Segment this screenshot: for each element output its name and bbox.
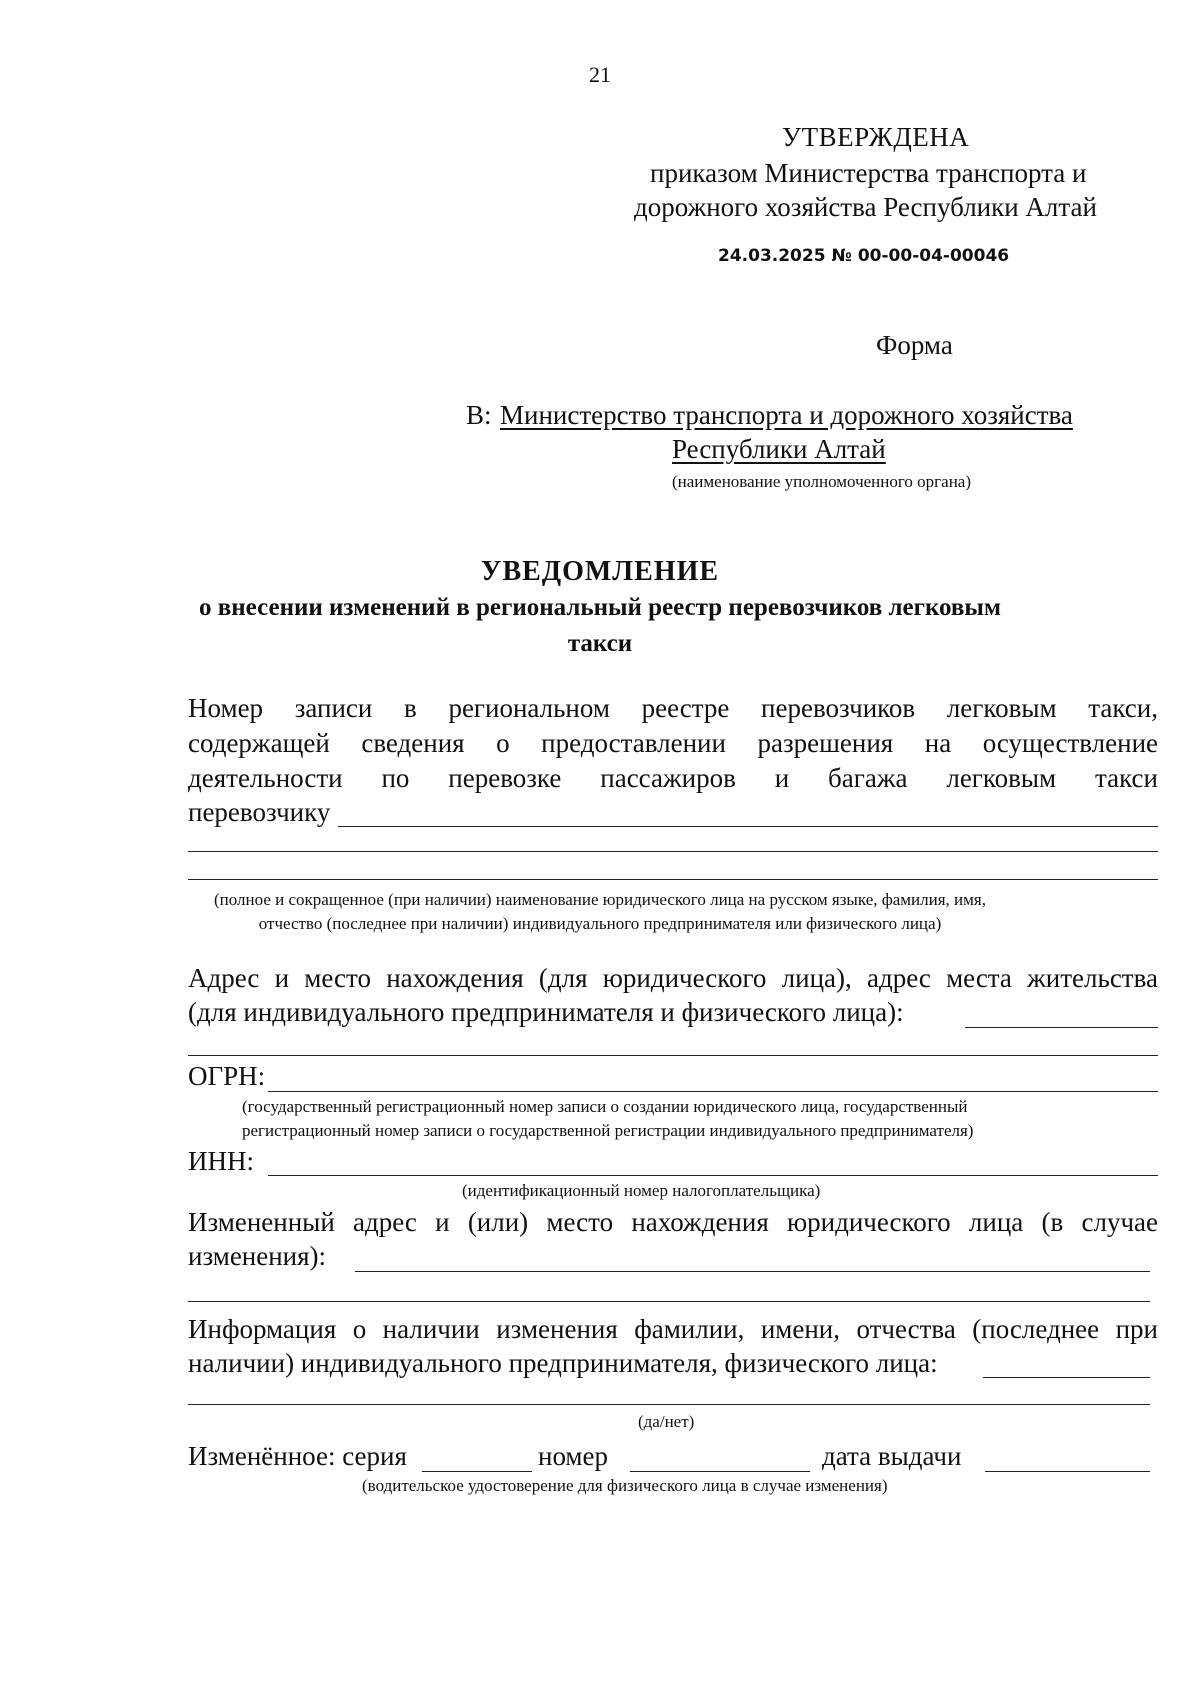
changed-address-field[interactable]	[355, 1271, 1150, 1272]
address-field-2[interactable]	[188, 1055, 1158, 1056]
order-number: 24.03.2025 № 00-00-04-00046	[718, 246, 1010, 266]
record-line-4: перевозчику	[188, 797, 331, 827]
changed-address-line-2: изменения):	[188, 1241, 327, 1271]
name-change-line-2: наличии) индивидуального предпринимателя, физического лица:	[188, 1348, 938, 1378]
issue-date-field[interactable]	[985, 1471, 1150, 1472]
issue-date-label: дата выдачи	[822, 1441, 962, 1471]
inn-field[interactable]	[268, 1175, 1158, 1176]
carrier-name-caption-1: (полное и сокращенное (при наличии) наименование юридического лица на русском языке, фамилия, имя,	[214, 890, 986, 909]
changed-address-field-2[interactable]	[188, 1301, 1150, 1302]
notice-subtitle-1: о внесении изменений в региональный реестр перевозчиков легковым	[199, 594, 1001, 621]
carrier-name-field-3[interactable]	[188, 879, 1158, 880]
name-change-line-1: Информация о наличии изменения фамилии, имени, отчества (последнее при	[188, 1314, 1158, 1344]
notice-subtitle-2: такси	[567, 630, 633, 657]
ogrn-caption-2: регистрационный номер записи о государственной регистрации индивидуального предпринимателя)	[242, 1121, 974, 1140]
addressee-line-1: Министерство транспорта и дорожного хозяйства	[500, 400, 1073, 430]
record-line-3: деятельности по перевозке пассажиров и багажа легковым такси	[188, 763, 1158, 793]
address-line-2: (для индивидуального предпринимателя и физического лица):	[188, 997, 904, 1027]
page-number: 21	[589, 62, 611, 87]
inn-caption: (идентификационный номер налогоплательщика)	[462, 1181, 821, 1200]
number-field[interactable]	[630, 1471, 810, 1472]
approval-line-2: дорожного хозяйства Республики Алтай	[634, 192, 1097, 222]
changed-license-caption: (водительское удостоверение для физического лица в случае изменения)	[362, 1476, 888, 1495]
carrier-name-field[interactable]	[338, 826, 1158, 827]
form-label: Форма	[876, 330, 953, 360]
notice-title: УВЕДОМЛЕНИЕ	[480, 556, 720, 587]
name-change-field-2[interactable]	[188, 1404, 1150, 1405]
approval-line-1: приказом Министерства транспорта и	[650, 158, 1087, 188]
record-line-1: Номер записи в региональном реестре перевозчиков легковым такси,	[188, 693, 1158, 723]
ogrn-label: ОГРН:	[188, 1061, 266, 1091]
address-field[interactable]	[965, 1027, 1158, 1028]
record-line-2: содержащей сведения о предоставлении разрешения на осуществление	[188, 728, 1158, 758]
addressee-caption: (наименование уполномоченного органа)	[672, 472, 972, 491]
addressee-line-2: Республики Алтай	[672, 434, 886, 464]
addressee-prefix: В:	[466, 400, 492, 430]
carrier-name-field-2[interactable]	[188, 851, 1158, 852]
name-change-caption: (да/нет)	[638, 1412, 695, 1431]
series-field[interactable]	[422, 1471, 532, 1472]
ogrn-field[interactable]	[268, 1091, 1158, 1092]
carrier-name-caption-2: отчество (последнее при наличии) индивидуального предпринимателя или физического лица)	[258, 914, 942, 933]
number-label: номер	[538, 1441, 609, 1471]
name-change-field[interactable]	[983, 1377, 1150, 1378]
changed-address-line-1: Измененный адрес и (или) место нахождения юридического лица (в случае	[188, 1207, 1158, 1237]
inn-label: ИНН:	[188, 1146, 254, 1176]
address-line-1: Адрес и место нахождения (для юридического лица), адрес места жительства	[188, 963, 1158, 993]
ogrn-caption-1: (государственный регистрационный номер записи о создании юридического лица, государственный	[242, 1097, 968, 1116]
changed-license-prefix: Изменённое: серия	[188, 1441, 407, 1471]
approval-title: УТВЕРЖДЕНА	[782, 122, 970, 152]
